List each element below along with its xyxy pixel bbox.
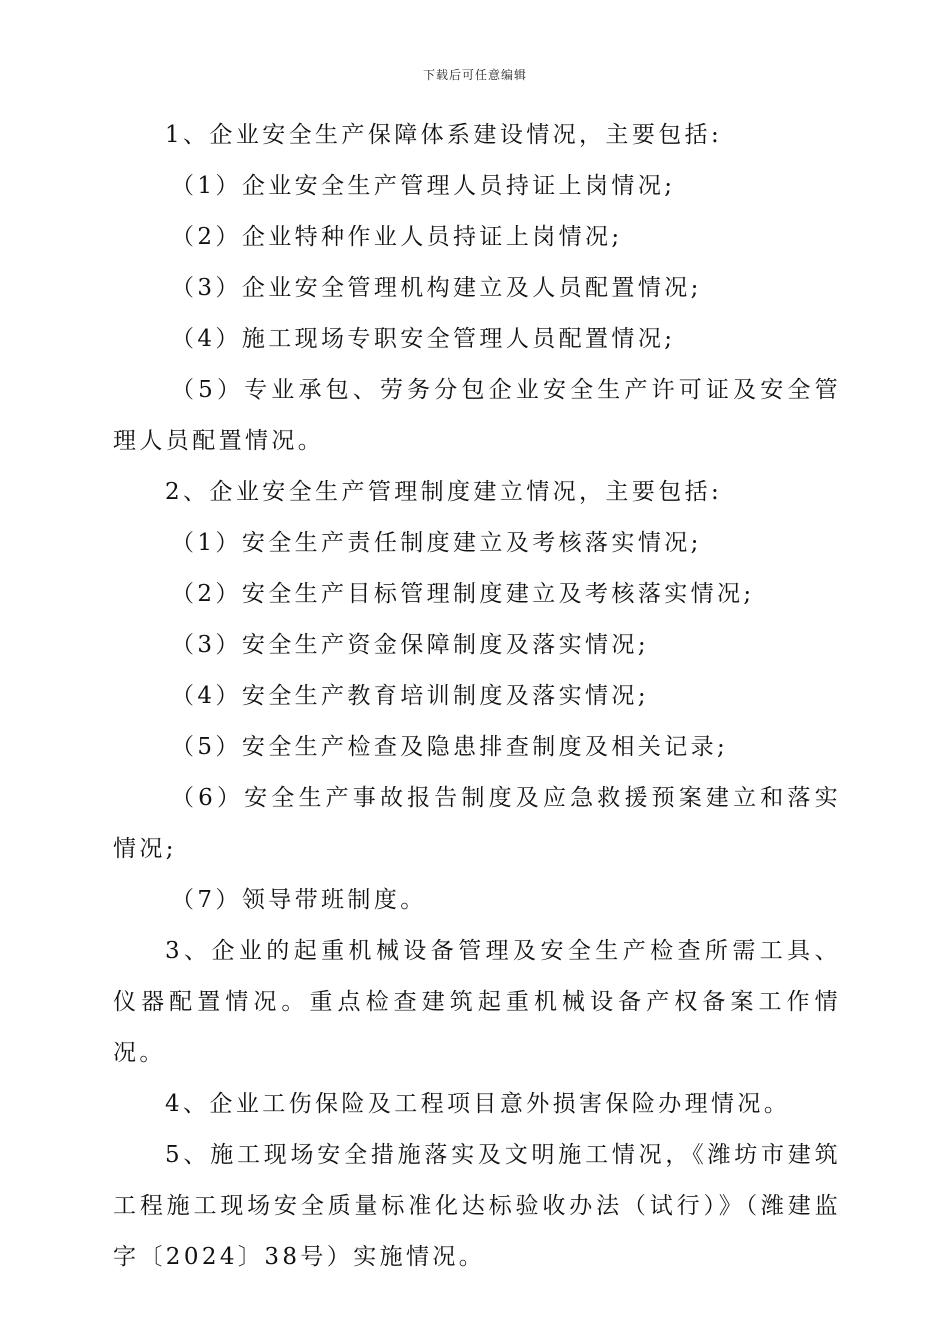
section-1-item-4: （4）施工现场专职安全管理人员配置情况; — [171, 326, 676, 352]
section-1-item-2: （2）企业特种作业人员持证上岗情况; — [171, 224, 623, 250]
section-2-item-4: （4）安全生产教育培训制度及落实情况; — [171, 683, 649, 709]
section-5-paragraph: 5、施工现场安全措施落实及文明施工情况，《潍坊市建筑工程施工现场安全质量标准化达标验收办法（试行）》（潍建监字〔2024〕38号）实施情况。 — [113, 1142, 841, 1270]
section-2-item-6: （6）安全生产事故报告制度及应急救援预案建立和落实情况; — [113, 785, 841, 862]
section-1-item-5: （5）专业承包、劳务分包企业安全生产许可证及安全管理人员配置情况。 — [113, 377, 841, 454]
section-2-item-3: （3）安全生产资金保障制度及落实情况; — [171, 632, 649, 658]
section-3-paragraph: 3、企业的起重机械设备管理及安全生产检查所需工具、仪器配置情况。重点检查建筑起重机械设备产权备案工作情况。 — [113, 938, 841, 1066]
section-2-item-1: （1）安全生产责任制度建立及考核落实情况; — [171, 530, 702, 556]
page-header: 下载后可任意编辑 — [422, 68, 527, 82]
section-1-item-3: （3）企业安全管理机构建立及人员配置情况; — [171, 275, 702, 301]
section-1-heading: 1、企业安全生产保障体系建设情况，主要包括: — [165, 122, 723, 148]
section-2-heading: 2、企业安全生产管理制度建立情况，主要包括: — [165, 479, 723, 505]
section-2-item-2: （2）安全生产目标管理制度建立及考核落实情况; — [171, 581, 755, 607]
document-body — [113, 110, 841, 1283]
section-2-item-7: （7）领导带班制度。 — [171, 887, 427, 913]
section-1-item-1: （1）企业安全生产管理人员持证上岗情况; — [171, 173, 676, 199]
section-2-item-5: （5）安全生产检查及隐患排查制度及相关记录; — [171, 734, 729, 760]
section-4-paragraph: 4、企业工伤保险及工程项目意外损害保险办理情况。 — [165, 1091, 791, 1117]
